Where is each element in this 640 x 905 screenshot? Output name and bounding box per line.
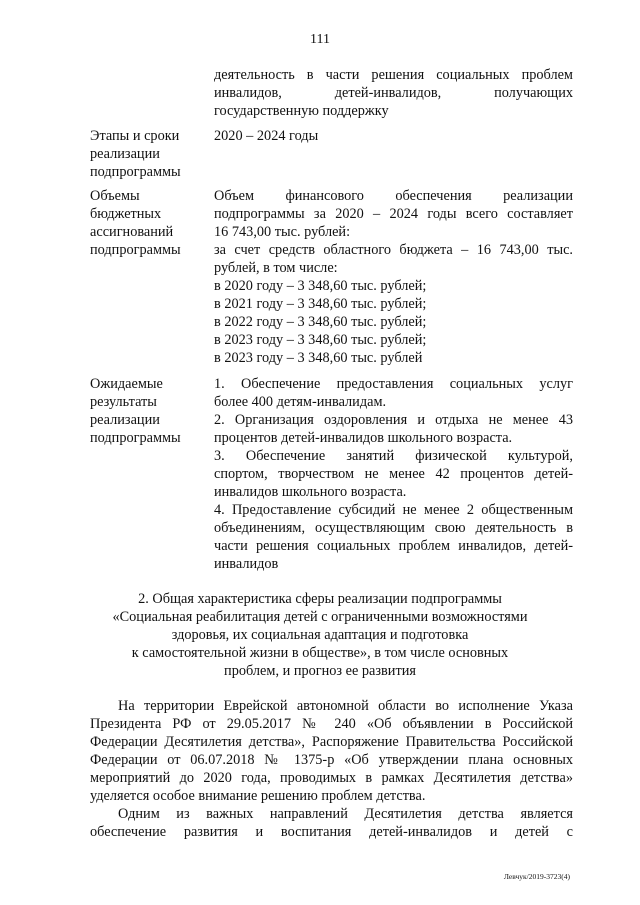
- budget-line: в 2023 году – 3 348,60 тыс. рублей;: [214, 332, 427, 348]
- results-line: более 400 детям-инвалидам.: [214, 394, 387, 410]
- section-heading-line: «Социальная реабилитация детей с ограниченными возможностями: [112, 609, 528, 625]
- budget-line: в 2022 году – 3 348,60 тыс. рублей;: [214, 314, 427, 330]
- budget-line: Объем финансового обеспечения реализации: [214, 188, 573, 204]
- body-line: Президента РФ от 29.05.2017 № 240 «Об объявлении в Российской: [90, 716, 573, 732]
- results-line: 1. Обеспечение предоставления социальных услуг: [214, 376, 573, 392]
- budget-line: подпрограммы за 2020 – 2024 годы всего составляет: [214, 206, 573, 222]
- budget-line: рублей, в том числе:: [214, 260, 338, 276]
- body-line: Одним из важных направлений Десятилетия детства является: [118, 806, 573, 822]
- results-line: 2. Организация оздоровления и отдыха не менее 43: [214, 412, 573, 428]
- continuation-line: государственную поддержку: [214, 103, 389, 119]
- results-label: Ожидаемые результаты реализации подпрограммы: [90, 376, 181, 446]
- continuation-line: деятельность в части решения социальных проблем: [214, 67, 573, 83]
- results-line: объединениям, осуществляющим свою деятельность в: [214, 520, 573, 536]
- section-heading-line: к самостоятельной жизни в обществе», в том числе основных: [131, 645, 509, 661]
- budget-label: Объемы бюджетных ассигнований подпрограммы: [90, 188, 181, 258]
- body-line: обеспечение развития и воспитания детей-инвалидов и детей с: [90, 824, 573, 840]
- body-line: мероприятий до 2020 года, проводимых в рамках Десятилетия детства»: [90, 770, 573, 786]
- body-line: Федерации от 06.07.2018 № 1375-р «Об утверждении плана основных: [90, 752, 573, 768]
- results-line: спортом, творчеством не менее 42 процентов детей-: [214, 466, 573, 482]
- budget-line: за счет средств областного бюджета – 16 743,00 тыс.: [214, 242, 573, 258]
- budget-line: в 2020 году – 3 348,60 тыс. рублей;: [214, 278, 427, 294]
- section-heading-line: проблем, и прогноз ее развития: [224, 663, 416, 679]
- results-line: инвалидов школьного возраста.: [214, 484, 407, 500]
- results-line: 4. Предоставление субсидий не менее 2 общественным: [214, 502, 573, 518]
- page-number: 111: [310, 32, 330, 47]
- results-line: 3. Обеспечение занятий физической культурой,: [214, 448, 573, 464]
- body-line: На территории Еврейской автономной области во исполнение Указа: [118, 698, 573, 714]
- continuation-line: инвалидов, детей-инвалидов, получающих: [214, 85, 573, 101]
- results-line: процентов детей-инвалидов школьного возраста.: [214, 430, 513, 446]
- results-line: инвалидов: [214, 556, 279, 572]
- budget-line: 16 743,00 тыс. рублей:: [214, 224, 351, 240]
- section-heading-line: здоровья, их социальная адаптация и подготовка: [171, 627, 469, 643]
- body-line: уделяется особое внимание решению проблем детства.: [90, 788, 426, 804]
- stages-label: Этапы и сроки реализации подпрограммы: [90, 128, 181, 180]
- section-heading-line: 2. Общая характеристика сферы реализации подпрограммы: [138, 591, 502, 607]
- body-line: Федерации Десятилетия детства», Распоряжение Правительства Российской: [90, 734, 573, 750]
- document-footer-code: Левчук/2019-3723(4): [503, 872, 570, 881]
- budget-line: в 2023 году – 3 348,60 тыс. рублей: [214, 350, 423, 366]
- stages-value: 2020 – 2024 годы: [214, 128, 319, 144]
- results-line: части решения социальных проблем инвалидов, детей-: [214, 538, 573, 554]
- budget-line: в 2021 году – 3 348,60 тыс. рублей;: [214, 296, 427, 312]
